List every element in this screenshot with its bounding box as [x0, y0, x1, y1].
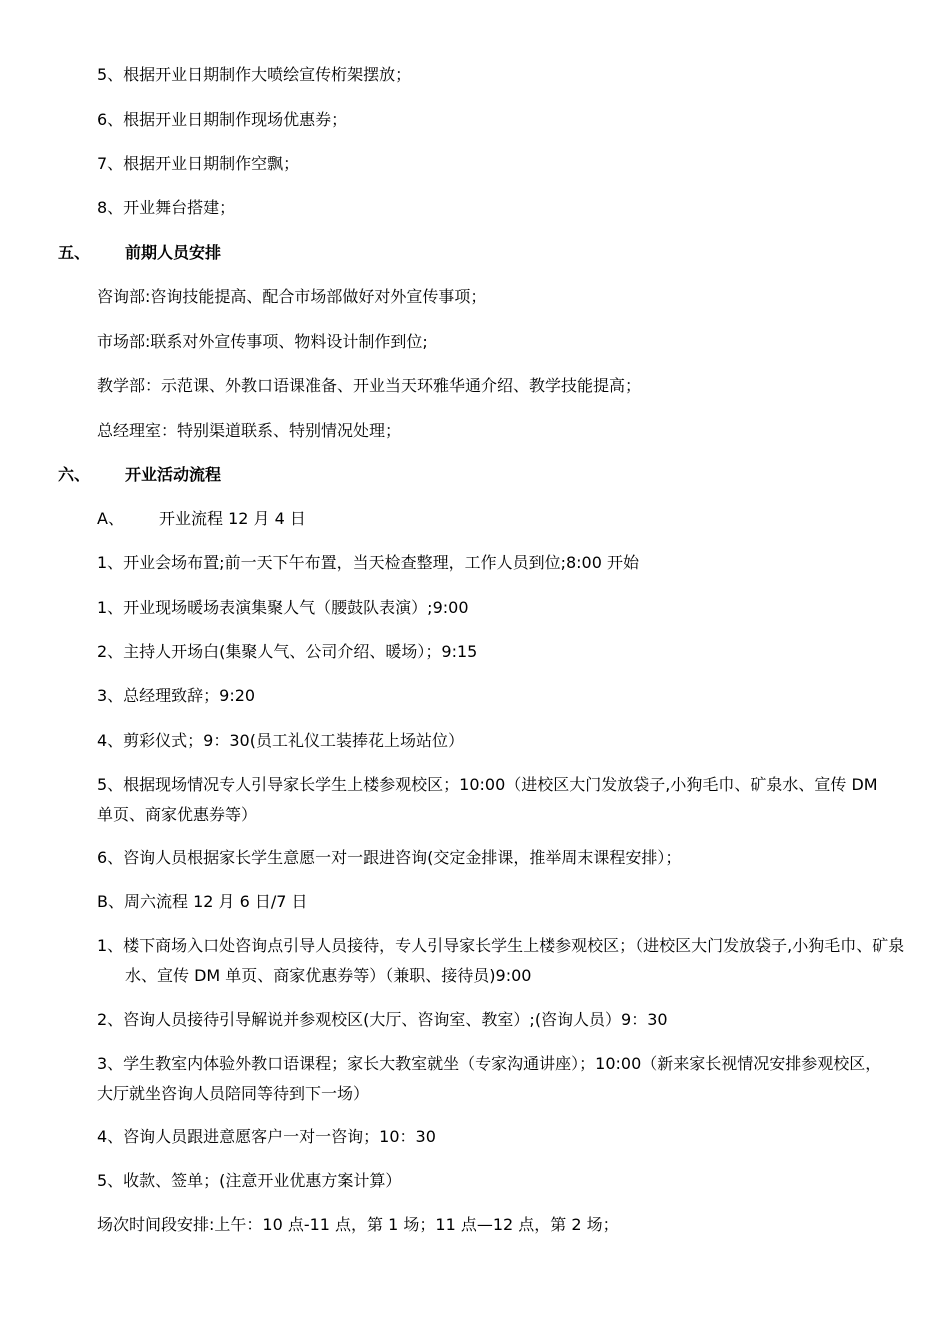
section-number: 六、 — [58, 465, 91, 484]
section-number: 五、 — [58, 243, 91, 262]
list-item: 市场部:联系对外宣传事项、物料设计制作到位; — [97, 332, 428, 351]
list-item: 1、楼下商场入口处咨询点引导人员接待，专人引导家长学生上楼参观校区；（进校区大门发放袋子,小狗毛巾、矿泉水、宣传 DM 单页、商家优惠券等）（兼职、接待员)9:00 — [97, 936, 905, 985]
subsection-number: A、 — [97, 509, 124, 528]
list-item: 5、收款、签单；(注意开业优惠方案计算） — [97, 1171, 402, 1190]
list-item: 1、开业现场暖场表演集聚人气（腰鼓队表演）;9:00 — [97, 598, 469, 617]
list-item: 1、开业会场布置;前一天下午布置，当天检查整理，工作人员到位;8:00 开始 — [97, 553, 639, 572]
list-item: 5、根据现场情况专人引导家长学生上楼参观校区；10:00（进校区大门发放袋子,小狗毛巾、矿泉水、宣传 DM 单页、商家优惠券等） — [97, 775, 878, 824]
subsection-heading-b: B、周六流程 12 月 6 日/7 日 — [97, 892, 308, 911]
list-item: 6、根据开业日期制作现场优惠券； — [97, 110, 348, 129]
list-item: 4、剪彩仪式；9：30(员工礼仪工装捧花上场站位） — [97, 731, 464, 750]
list-item: 8、开业舞台搭建； — [97, 198, 236, 217]
list-item: 总经理室：特别渠道联系、特别情况处理； — [97, 421, 402, 440]
section-heading-6 — [58, 464, 221, 486]
list-item: 5、根据开业日期制作大喷绘宣传桁架摆放； — [97, 65, 412, 84]
list-item: 咨询部:咨询技能提高、配合市场部做好对外宣传事项； — [97, 287, 487, 306]
list-item: 6、咨询人员根据家长学生意愿一对一跟进咨询(交定金排课，推举周末课程安排）； — [97, 848, 682, 867]
section-title: 前期人员安排 — [125, 243, 222, 262]
subsection-title: 开业流程 12 月 4 日 — [159, 509, 306, 528]
list-item: 4、咨询人员跟进意愿客户一对一咨询；10：30 — [97, 1127, 436, 1146]
list-item: 教学部：示范课、外教口语课准备、开业当天环雅华通介绍、教学技能提高； — [97, 376, 642, 395]
list-item: 3、学生教室内体验外教口语课程；家长大教室就坐（专家沟通讲座）；10:00（新来家长视情况安排参观校区，大厅就坐咨询人员陪同等待到下一场） — [97, 1054, 882, 1103]
subsection-heading-a — [97, 508, 306, 530]
list-item: 2、咨询人员接待引导解说并参观校区(大厅、咨询室、教室）;(咨询人员）9：30 — [97, 1010, 668, 1029]
list-item: 7、根据开业日期制作空飘； — [97, 154, 300, 173]
list-item: 2、主持人开场白(集聚人气、公司介绍、暖场）；9:15 — [97, 642, 478, 661]
section-title: 开业活动流程 — [125, 465, 222, 484]
list-item: 3、总经理致辞；9:20 — [97, 686, 256, 705]
section-heading-5 — [58, 242, 221, 264]
schedule-text: 场次时间段安排:上午：10 点-11 点，第 1 场；11 点—12 点，第 2 场； — [97, 1215, 619, 1234]
